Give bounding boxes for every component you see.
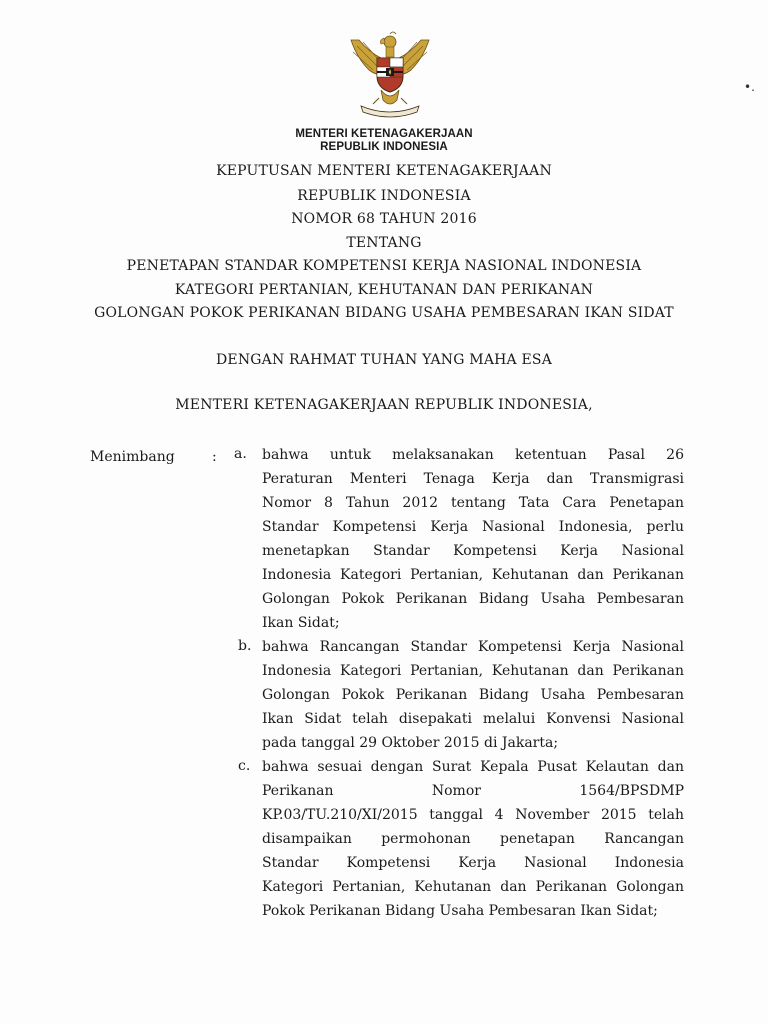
item-letter-c: c. <box>238 758 251 774</box>
item-a-line: Indonesia Kategori Pertanian, Kehutanan dan Perikanan <box>262 567 684 583</box>
item-a-line: Ikan Sidat; <box>262 615 340 631</box>
blessing-line: DENGAN RAHMAT TUHAN YANG MAHA ESA <box>215 352 553 368</box>
decree-subject-line-3: GOLONGAN POKOK PERIKANAN BIDANG USAHA PEMBESARAN IKAN SIDAT <box>94 305 674 321</box>
item-c-line: Pokok Perikanan Bidang Usaha Pembesaran Ikan Sidat; <box>262 903 658 919</box>
item-a-line: bahwa untuk melaksanakan ketentuan Pasal 26 <box>262 447 684 463</box>
item-c-line: Perikanan Nomor 1564/BPSDMP <box>262 783 684 799</box>
item-c-line: Kategori Pertanian, Kehutanan dan Perikanan Golongan <box>262 879 684 895</box>
item-a-line: Golongan Pokok Perikanan Bidang Usaha Pembesaran <box>262 591 684 607</box>
item-a-line: Peraturan Menteri Tenaga Kerja dan Transmigrasi <box>262 471 684 487</box>
item-c-line: KP.03/TU.210/XI/2015 tanggal 4 November 2015 telah <box>262 807 684 823</box>
decree-number: NOMOR 68 TAHUN 2016 <box>291 211 477 227</box>
item-letter-b: b. <box>238 638 252 654</box>
item-b-line: Golongan Pokok Perikanan Bidang Usaha Pembesaran <box>262 687 684 703</box>
ministry-header-line-2: REPUBLIK INDONESIA <box>320 141 448 153</box>
decree-subject-line-1: PENETAPAN STANDAR KOMPETENSI KERJA NASIONAL INDONESIA <box>126 258 642 274</box>
item-c-line: bahwa sesuai dengan Surat Kepala Pusat Kelautan dan <box>262 759 684 775</box>
decree-subject-line-2: KATEGORI PERTANIAN, KEHUTANAN DAN PERIKANAN <box>174 282 594 298</box>
item-c-line: Standar Kompetensi Kerja Nasional Indonesia <box>262 855 684 871</box>
garuda-emblem-icon <box>343 28 437 120</box>
decree-title-line-2: REPUBLIK INDONESIA <box>297 188 471 204</box>
considering-colon: : <box>212 449 217 465</box>
minister-line: MENTERI KETENAGAKERJAAN REPUBLIK INDONESIA, <box>175 397 593 413</box>
item-b-line: pada tanggal 29 Oktober 2015 di Jakarta; <box>262 735 559 751</box>
item-a-line: Standar Kompetensi Kerja Nasional Indonesia, perlu <box>262 519 684 535</box>
item-b-line: Ikan Sidat telah disepakati melalui Konvensi Nasional <box>262 711 684 727</box>
decree-about: TENTANG <box>346 235 422 251</box>
item-b-line: bahwa Rancangan Standar Kompetensi Kerja Nasional <box>262 639 684 655</box>
item-c-line: disampaikan permohonan penetapan Rancangan <box>262 831 684 847</box>
item-a-line: menetapkan Standar Kompetensi Kerja Nasional <box>262 543 684 559</box>
item-letter-a: a. <box>234 446 247 462</box>
item-a-line: Nomor 8 Tahun 2012 tentang Tata Cara Penetapan <box>262 495 684 511</box>
item-b-line: Indonesia Kategori Pertanian, Kehutanan dan Perikanan <box>262 663 684 679</box>
decree-title-line-1: KEPUTUSAN MENTERI KETENAGAKERJAAN <box>216 163 552 179</box>
ministry-header-line-1: MENTERI KETENAGAKERJAAN <box>295 128 473 140</box>
scan-mark: •. <box>744 80 755 94</box>
considering-label: Menimbang <box>90 449 175 465</box>
